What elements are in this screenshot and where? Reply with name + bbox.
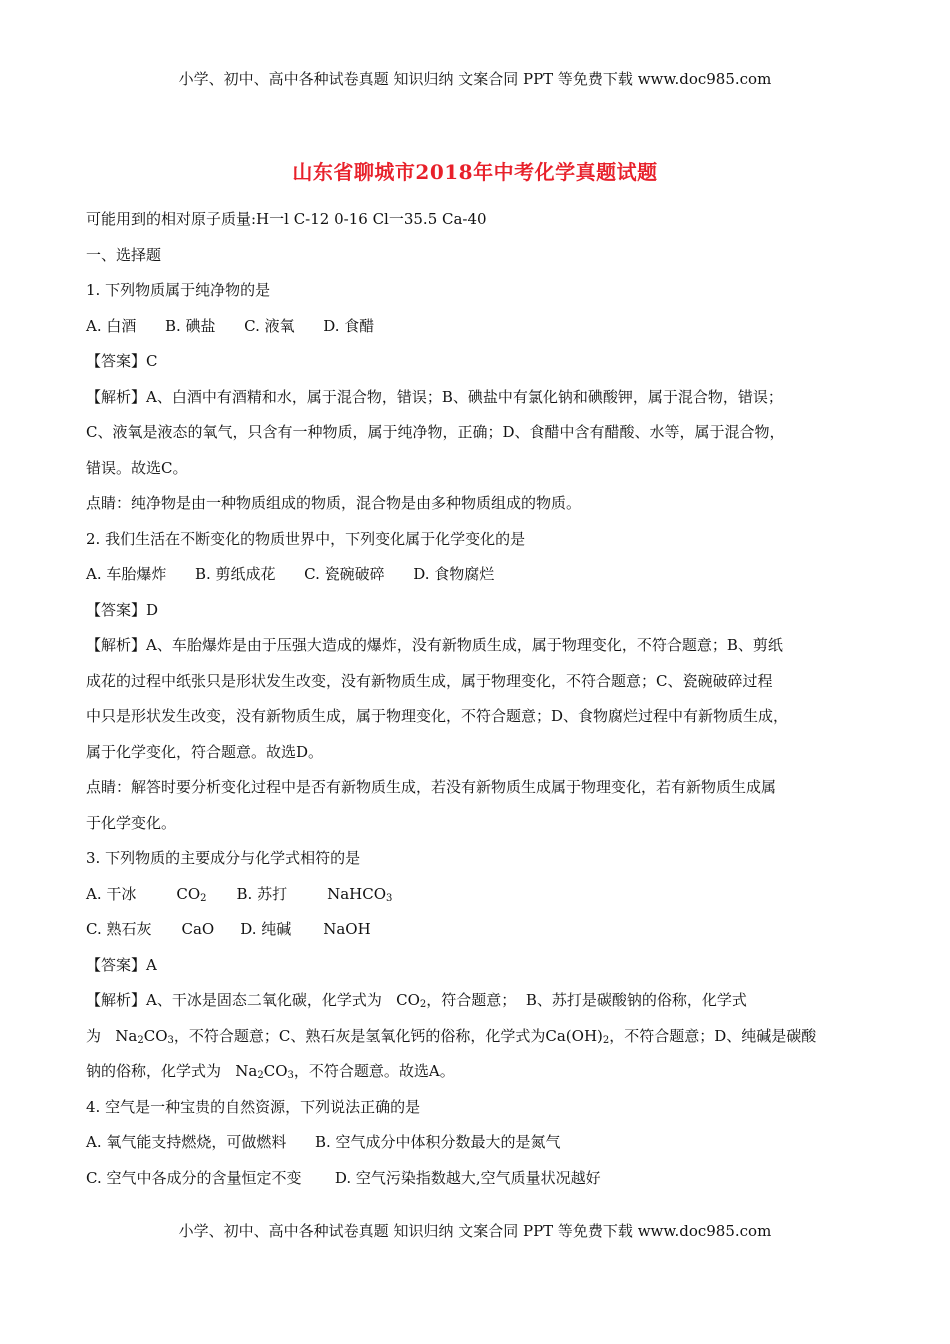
q1-stem: 1. 下列物质属于纯净物的是 (86, 281, 271, 299)
page-footer: 小学、初中、高中各种试卷真题 知识归纳 文案合同 PPT 等免费下载 www.doc985.com (178, 1222, 772, 1240)
q3-analysis-line: 钠的俗称，化学式为 $Na_2CO_3$，不符合题意。故选A。 (86, 1062, 455, 1081)
q1-analysis-line: C、液氧是液态的氧气，只含有一种物质，属于纯净物，正确；D、食醋中含有醋酸、水等，属于混合物， (86, 423, 785, 441)
q4-options-row-1: A. 氧气能支持燃烧，可做燃料 B. 空气成分中体积分数最大的是氮气 (86, 1133, 561, 1151)
q3-option-c-formula: CaO (181, 920, 215, 938)
q3-option-b: B. 苏打 (236, 884, 288, 903)
q4-options-row-2: C. 空气中各成分的含量恒定不变 D. 空气污染指数越大,空气质量状况越好 (86, 1168, 601, 1187)
q4-stem: 4. 空气是一种宝贵的自然资源，下列说法正确的是 (86, 1097, 421, 1116)
q3-option-a: A. 干冰 (86, 884, 137, 903)
page-title: 山东省聊城市2018年中考化学真题试题 (292, 160, 658, 184)
q2-stem: 2. 我们生活在不断变化的物质世界中，下列变化属于化学变化的是 (86, 529, 526, 548)
q2-analysis-line: 【解析】A、车胎爆炸是由于压强大造成的爆炸，没有新物质生成，属于物理变化，不符合题意；B、剪纸 (86, 636, 783, 654)
q2-options: A. 车胎爆炸 B. 剪纸成花 C. 瓷碗破碎 D. 食物腐烂 (86, 565, 495, 583)
q2-answer: 【答案】D (86, 600, 159, 619)
q3-stem: 3. 下列物质的主要成分与化学式相符的是 (86, 849, 361, 867)
q2-analysis-line: 属于化学变化，符合题意。故选D。 (86, 742, 324, 761)
q3-options-row-2 (86, 916, 866, 952)
q1-options: A. 白酒 B. 碘盐 C. 液氧 D. 食醋 (86, 316, 375, 335)
q3-option-a-formula: $CO_2$ (176, 884, 207, 904)
q3-analysis-line: 为 $Na_2CO_3$，不符合题意；C、熟石灰是氢氧化钙的俗称，化学式为$Ca(OH)_2$，不符合题意；D、纯碱是碳酸 (86, 1026, 817, 1046)
q2-note-line: 于化学变化。 (86, 813, 177, 832)
q3-options-row-1 (86, 881, 866, 917)
q3-option-b-formula: NaHCO$_3$ (327, 884, 393, 904)
q3-analysis-line: 【解析】A、干冰是固态二氧化碳，化学式为 $CO_2$，符合题意； B、苏打是碳酸钠的俗称，化学式 (86, 991, 747, 1010)
q3-option-d-formula: NaOH (323, 920, 371, 938)
q2-analysis-line: 成花的过程中纸张只是形状发生改变，没有新物质生成，属于物理变化，不符合题意；C、瓷碗破碎过程 (86, 671, 773, 690)
q2-analysis-line: 中只是形状发生改变，没有新物质生成，属于物理变化，不符合题意；D、食物腐烂过程中有新物质生成， (86, 707, 789, 725)
page-header: 小学、初中、高中各种试卷真题 知识归纳 文案合同 PPT 等免费下载 www.doc985.com (178, 70, 772, 88)
q3-answer: 【答案】A (86, 955, 157, 974)
q1-analysis-line: 【解析】A、白酒中有酒精和水，属于混合物，错误；B、碘盐中有氯化钠和碘酸钾，属于混合物，错误； (86, 387, 783, 406)
q3-option-c: C. 熟石灰 (86, 920, 152, 938)
q1-answer: 【答案】C (86, 352, 158, 370)
q1-analysis-line: 错误。故选C。 (86, 458, 188, 477)
section-heading: 一、选择题 (86, 245, 162, 264)
atomic-mass-line: 可能用到的相对原子质量:H一l C-12 0-16 Cl一35.5 Ca-40 (86, 210, 487, 228)
exam-body (86, 206, 866, 1200)
q3-option-d: D. 纯碱 (240, 920, 292, 938)
q1-note: 点睛：纯净物是由一种物质组成的物质，混合物是由多种物质组成的物质。 (86, 494, 582, 512)
q2-note-line: 点睛：解答时要分析变化过程中是否有新物质生成，若没有新物质生成属于物理变化，若有新物质生成属 (86, 778, 777, 796)
